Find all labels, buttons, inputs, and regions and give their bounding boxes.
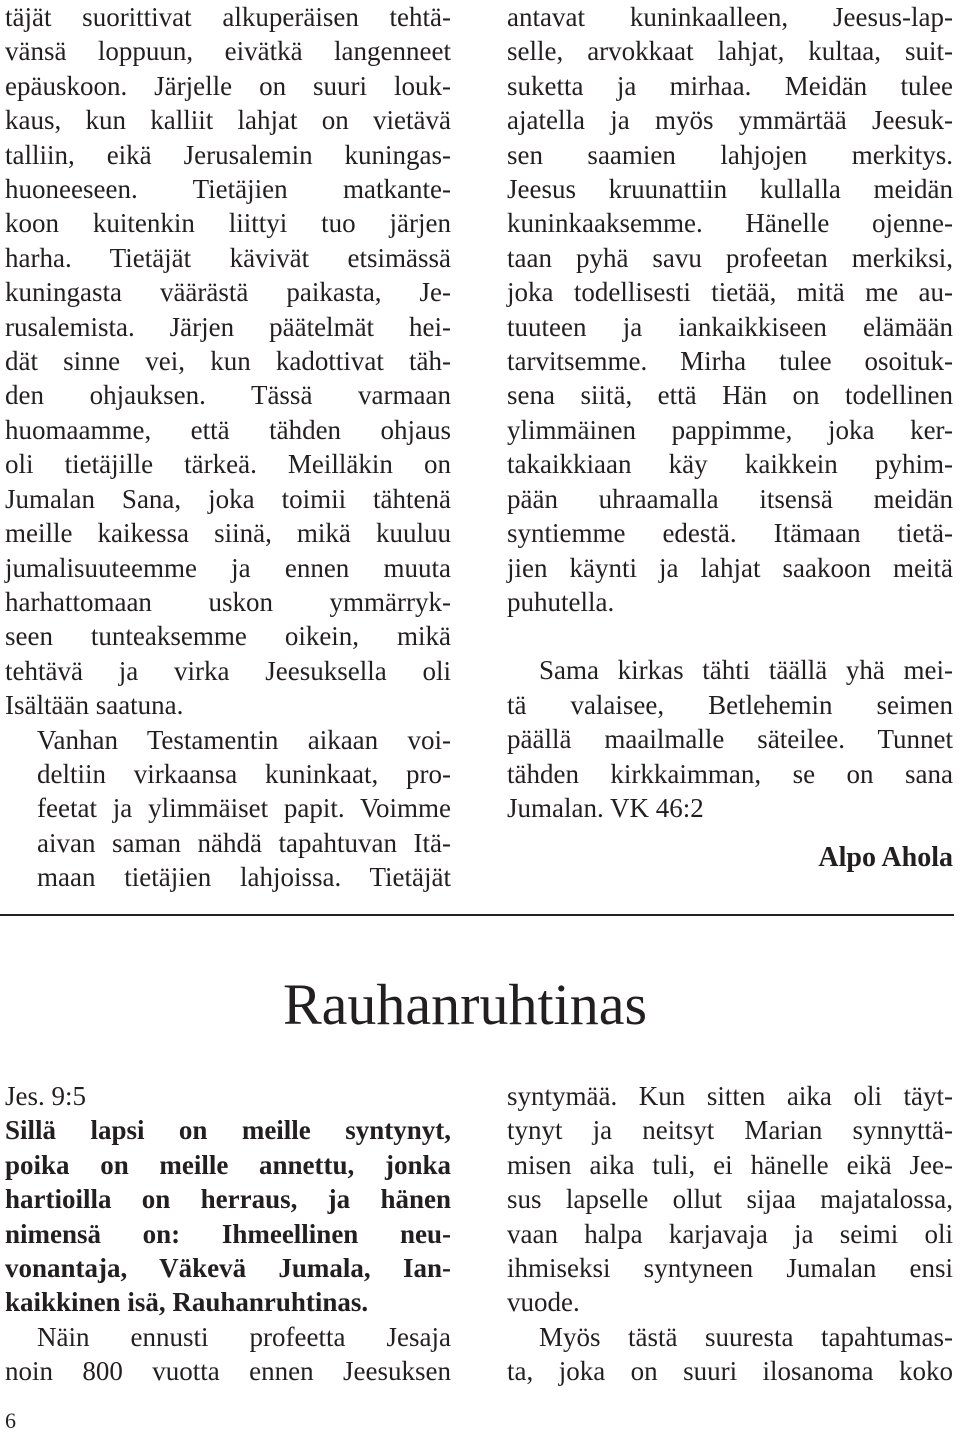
bible-reference: Jes. 9:5 <box>5 1081 86 1111</box>
paragraph-lahjat <box>507 0 953 619</box>
text-line: poika on meille annettu, jonka <box>5 1149 451 1180</box>
text-line: harhattomaan uskon ymmärryk- <box>5 586 451 617</box>
text-line: tynyt ja neitsyt Marian synnyttä- <box>507 1115 953 1146</box>
text-line: jien käynti ja lahjat saakoon meitä <box>507 552 953 583</box>
text-line: Vanhan Testamentin aikaan voi- <box>37 724 451 755</box>
text-line: rusalemista. Järjen päätelmät hei- <box>5 311 451 342</box>
text-line: suketta ja mirhaa. Meidän tulee <box>507 70 953 101</box>
text-line: Sillä lapsi on meille syntynyt, <box>5 1115 451 1146</box>
text-line: puhutella. <box>507 586 615 617</box>
text-line: kaus, kun kalliit lahjat on vietävä <box>5 105 451 136</box>
text-line: Jumalan Sana, joka toimii tähtenä <box>5 483 451 514</box>
text-line: päällä maailmalle säteilee. Tunnet <box>507 724 953 755</box>
text-line: aivan saman nähdä tapahtuvan Itä- <box>37 827 451 858</box>
text-line: Jumalan. VK 46:2 <box>507 792 704 823</box>
bible-verse-quote <box>5 1113 451 1319</box>
paragraph-nain-ennusti <box>5 1320 451 1389</box>
text-line: seen tunteaksemme oikein, mikä <box>5 621 451 652</box>
author-signature: Alpo Ahola <box>818 842 953 873</box>
text-line: epäuskoon. Järjelle on suuri louk- <box>5 70 451 101</box>
text-line: antavat kuninkaalleen, Jeesus-lap- <box>507 2 953 32</box>
section-title: Rauhanruhtinas <box>283 972 648 1037</box>
text-line: meille kaikessa siinä, mikä kuuluu <box>5 518 451 549</box>
text-line: selle, arvokkaat lahjat, kultaa, suit- <box>507 36 953 67</box>
article-column-top-right <box>507 0 953 825</box>
text-line: hartioilla on herraus, ja hänen <box>5 1184 451 1215</box>
text-line: tä valaisee, Betlehemin seimen <box>507 689 953 720</box>
text-line: Näin ennusti profeetta Jesaja <box>37 1321 451 1352</box>
text-line: ylimmäinen pappimme, joka ker- <box>507 414 953 445</box>
text-line: tuuteen ja iankaikkiseen elämään <box>507 311 953 342</box>
text-line: misen aika tuli, ei hänelle eikä Jee- <box>507 1149 953 1180</box>
article-column-top-left <box>5 0 451 895</box>
text-line: vuode. <box>507 1287 580 1318</box>
text-line: takaikkiaan käy kaikkein pyhim- <box>507 449 953 480</box>
text-line: den ohjauksen. Tässä varmaan <box>5 380 451 411</box>
text-line: vaan halpa karjavaja ja seimi oli <box>507 1218 953 1249</box>
text-line: vonantaja, Väkevä Jumala, Ian- <box>5 1253 451 1284</box>
text-line: jumalisuuteemme ja ennen muuta <box>5 552 451 583</box>
text-line: kuningasta väärästä paikasta, Je- <box>5 277 451 308</box>
paragraph-sama-kirkas-tahti <box>507 653 953 825</box>
paragraph-myos-tasta <box>507 1320 953 1389</box>
text-line: deltiin virkaansa kuninkaat, pro- <box>37 758 451 789</box>
text-line: feetat ja ylimmäiset papit. Voimme <box>37 793 451 824</box>
text-line: huoneeseen. Tietäjien matkante- <box>5 174 451 205</box>
text-line: ta, joka on suuri ilosanoma koko <box>507 1356 953 1387</box>
text-line: sen saamien lahjojen merkitys. <box>507 139 953 170</box>
text-line: kaikkinen isä, Rauhanruhtinas. <box>5 1287 369 1318</box>
paragraph-gap <box>507 619 953 653</box>
article-column-bottom-right <box>507 1079 953 1389</box>
page-number: 6 <box>5 1408 16 1433</box>
text-line: vänsä loppuun, eivätkä langenneet <box>5 36 451 67</box>
text-line: Sama kirkas tähti täällä yhä mei- <box>539 655 953 686</box>
text-line: tähden kirkkaimman, se on sana <box>507 758 953 789</box>
section-divider <box>0 914 954 916</box>
text-line: Myös tästä suuresta tapahtumas- <box>539 1321 953 1352</box>
text-line: Isältään saatuna. <box>5 690 184 721</box>
paragraph-vanhan-testamentin <box>0 723 451 895</box>
text-line: oli tietäjille tärkeä. Meilläkin on <box>5 449 451 480</box>
text-line: Jeesus kruunattiin kullalla meidän <box>507 174 953 205</box>
text-line: ajatella ja myös ymmärtää Jeesuk- <box>507 105 953 136</box>
text-line: nimensä on: Ihmeellinen neu- <box>5 1218 451 1249</box>
text-line: ihmiseksi syntyneen Jumalan ensi <box>507 1253 953 1284</box>
text-line: joka todellisesti tietää, mitä me au- <box>507 277 953 308</box>
text-line: noin 800 vuotta ennen Jeesuksen <box>5 1356 451 1387</box>
text-line: pään uhraamalla itsensä meidän <box>507 483 953 514</box>
text-line: koon kuitenkin liittyi tuo järjen <box>5 208 451 239</box>
text-line: taan pyhä savu profeetan merkiksi, <box>507 242 953 273</box>
text-line: tehtävä ja virka Jeesuksella oli <box>5 655 451 686</box>
text-line: syntymää. Kun sitten aika oli täyt- <box>507 1081 953 1111</box>
text-line: talliin, eikä Jerusalemin kuningas- <box>5 139 451 170</box>
text-line: syntiemme edestä. Itämaan tietä- <box>507 518 953 549</box>
text-line: kuninkaaksemme. Hänelle ojenne- <box>507 208 953 239</box>
text-line: tarvitsemme. Mirha tulee osoituk- <box>507 346 953 377</box>
text-line: sus lapselle ollut sijaa majatalossa, <box>507 1184 953 1215</box>
text-line: dät sinne vei, kun kadottivat täh- <box>5 346 451 377</box>
text-line: sena siitä, että Hän on todellinen <box>507 380 953 411</box>
text-line: maan tietäjien lahjoissa. Tietäjät <box>37 862 451 893</box>
article-column-bottom-left <box>5 1079 451 1389</box>
text-line: harha. Tietäjät kävivät etsimässä <box>5 242 451 273</box>
text-line: täjät suorittivat alkuperäisen tehtä- <box>5 2 451 32</box>
text-line: huomaamme, että tähden ohjaus <box>5 414 451 445</box>
paragraph-syntymaa <box>507 1079 953 1320</box>
paragraph-tietajat-harha <box>5 0 451 723</box>
